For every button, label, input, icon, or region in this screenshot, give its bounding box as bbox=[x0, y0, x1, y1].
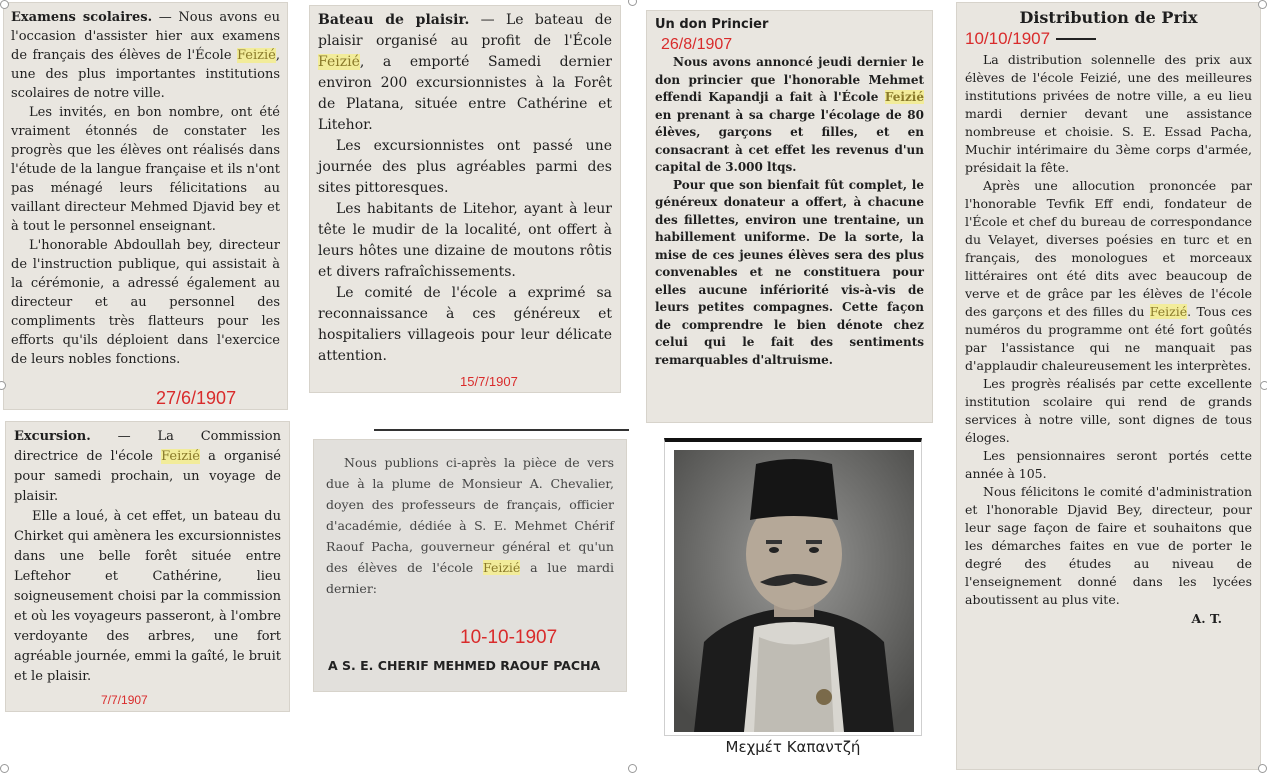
paragraph: Les excursionnistes ont passé une journée des plus agréables parmi des sites pittoresques. bbox=[318, 138, 612, 196]
clipping-excursion bbox=[5, 421, 290, 712]
handwritten-date: 7/7/1907 bbox=[101, 693, 148, 707]
resize-handle-top-middle[interactable] bbox=[628, 0, 637, 6]
paragraph: L'honorable Abdoullah bey, directeur de l'instruction publique, qui assistait à la cérémonie, a adressé également au directeur et au personnel des compliments très flatteurs pour les efforts qu'ils déploient dans l'exercice de leurs nobles fonctions. bbox=[11, 238, 280, 367]
paragraph: Les pensionnaires seront portés cette année à 105. bbox=[965, 448, 1252, 481]
paragraph: Elle a loué, à cet effet, un bateau du Chirket qui amènera les excursionnistes dans une belle forêt située entre Leftehor et Cathérine, lieu soigneusement choisi par la commission et où les voyageurs passeront, à l'ombre verdoyante des arbres, une fort agréable journée, emmi la gaîté, le bruit et le plaisir. bbox=[14, 509, 281, 684]
portrait-photo bbox=[664, 438, 922, 736]
handwritten-date: 15/7/1907 bbox=[460, 374, 518, 389]
school-name-highlight: Feizié bbox=[318, 54, 360, 70]
article-title: Un don Princier bbox=[655, 17, 769, 32]
article-heading: Excursion. bbox=[14, 429, 91, 444]
resize-handle-top-left[interactable] bbox=[0, 0, 9, 9]
handwritten-date: 27/6/1907 bbox=[156, 388, 237, 408]
divider bbox=[1056, 38, 1096, 40]
resize-handle-middle-right[interactable] bbox=[1260, 381, 1267, 390]
paragraph: Après une allocution prononcée par l'honorable Tevfik Eff endi, fondateur de l'École et chef du bureau de correspondance du Velayet, diverses poésies en turc et en français, des monologues et morceaux littéraires ont été dits avec beaucoup de verve et de grâce par les élèves de l'école des garçons et des filles du Feizié. Tous ces numéros du programme ont été fort goûtés par l'assistance qui ne manquait pas d'applaudir chaleureusement les interprètes. bbox=[965, 178, 1253, 373]
school-name-highlight: Feizié bbox=[161, 449, 200, 464]
clipping-poem-dedication bbox=[313, 439, 627, 692]
clipping-distribution-de-prix bbox=[956, 2, 1261, 770]
dedication-line: A S. E. CHERIF MEHMED RAOUF PACHA bbox=[328, 658, 601, 673]
resize-handle-top-right[interactable] bbox=[1258, 0, 1267, 9]
paragraph: Bateau de plaisir. — Le bateau de plaisir organisé au profit de l'École Feizié, a emporté Samedi dernier environ 200 excursionnistes à la Forêt de Platana, située entre Cathérine et Litehor. bbox=[318, 12, 612, 133]
signature: A. T. bbox=[1191, 611, 1222, 626]
paragraph: Les progrès réalisés par cette excellente institution scolaire qui rend de grands services à notre ville, sont dignes de tous éloges. bbox=[965, 376, 1252, 445]
school-name-highlight: Feizié bbox=[236, 48, 276, 63]
handwritten-date: 26/8/1907 bbox=[661, 36, 733, 53]
paragraph: Les invités, en bon nombre, ont été vraiment étonnés de constater les progrès que les élèves ont réalisés dans l'étude de la langue française et ils n'ont pas ménagé leurs félicitations au vaillant directeur Mehmed Djavid bey et à tout le personnel enseignant. bbox=[11, 105, 280, 234]
date-row bbox=[965, 29, 1252, 49]
article-title: Distribution de Prix bbox=[1019, 8, 1198, 27]
paragraph: Nous publions ci-après la pièce de vers due à la plume de Monsieur A. Chevalier, doyen des professeurs de français, officier d'académie, dédiée à S. E. Mehmet Chérif Raouf Pacha, gouverneur général et qu'un des élèves de l'école Feizié a lue mardi dernier: bbox=[326, 455, 614, 596]
school-name-highlight: Feizié bbox=[884, 90, 924, 104]
divider bbox=[374, 429, 629, 431]
paragraph: Pour que son bienfait fût complet, le généreux donateur a offert, à chacune des fillettes, environ une trentaine, un habillement uniforme. De la sorte, la mise de ces jeunes élèves sera des plus convenables et ne constituera pour elles aucune infériorité vis-à-vis de leurs petites compagnes. Cette façon de comprendre le bien dénote chez celui qui le fait des sentiments remarquables d'altruisme. bbox=[655, 177, 924, 367]
clipping-un-don-princier bbox=[646, 10, 933, 423]
resize-handle-bottom-middle[interactable] bbox=[628, 764, 637, 773]
school-name-highlight: Feizié bbox=[1149, 304, 1188, 319]
school-name-highlight: Feizié bbox=[482, 560, 521, 575]
clipping-examens-scolaires bbox=[3, 2, 288, 410]
clipping-bateau-de-plaisir bbox=[309, 5, 621, 393]
paragraph: Nous avons annoncé jeudi dernier le don princier que l'honorable Mehmet effendi Kapandji a fait à l'École Feizié en prenant à sa charge l'écolage de 80 élèves, garçons et filles, et en consacrant à cet effet les revenus d'un capital de 3.000 ltqs. bbox=[655, 55, 924, 174]
resize-handle-bottom-left[interactable] bbox=[0, 764, 9, 773]
paragraph: Les habitants de Litehor, ayant à leur tête le mudir de la localité, ont offert à leurs hôtes une dizaine de moutons rôtis et divers rafraîchissements. bbox=[318, 201, 612, 280]
paragraph: La distribution solennelle des prix aux élèves de l'école Feizié, une des meilleures institutions privées de notre ville, a eu lieu mardi dernier devant une assistance nombreuse et choisie. S. E. Essad Pacha, Muchir intérimaire du 3ème corps d'armée, présidait la fête. bbox=[965, 52, 1252, 175]
paragraph: Excursion. — La Commission directrice de l'école Feizié a organisé pour samedi prochain, un voyage de plaisir. bbox=[14, 429, 281, 504]
paragraph: Le comité de l'école a exprimé sa reconnaissance à ces généreux et hospitaliers villageois pour leur délicate attention. bbox=[318, 285, 612, 364]
handwritten-date: 10-10-1907 bbox=[460, 627, 558, 648]
photo-caption: Μεχμέτ Καπαντζή bbox=[725, 738, 861, 756]
portrait-image bbox=[674, 442, 914, 732]
article-heading: Examens scolaires. bbox=[11, 10, 153, 25]
paragraph: Examens scolaires. — Nous avons eu l'occasion d'assister hier aux examens de français des élèves de l'École Feizié, une des plus importantes institutions scolaires de notre ville. bbox=[11, 10, 281, 101]
paragraph: Nous félicitons le comité d'administration et l'honorable Djavid Bey, directeur, pour leur sage façon de faire et souhaitons que les démarches faites en vue de porter le degré des études au niveau de l'enseignement donné dans les lycées aboutissent au plus vite. bbox=[965, 484, 1252, 607]
resize-handle-bottom-right[interactable] bbox=[1258, 764, 1267, 773]
article-heading: Bateau de plaisir. bbox=[318, 12, 470, 28]
handwritten-date: 10/10/1907 bbox=[965, 29, 1051, 48]
